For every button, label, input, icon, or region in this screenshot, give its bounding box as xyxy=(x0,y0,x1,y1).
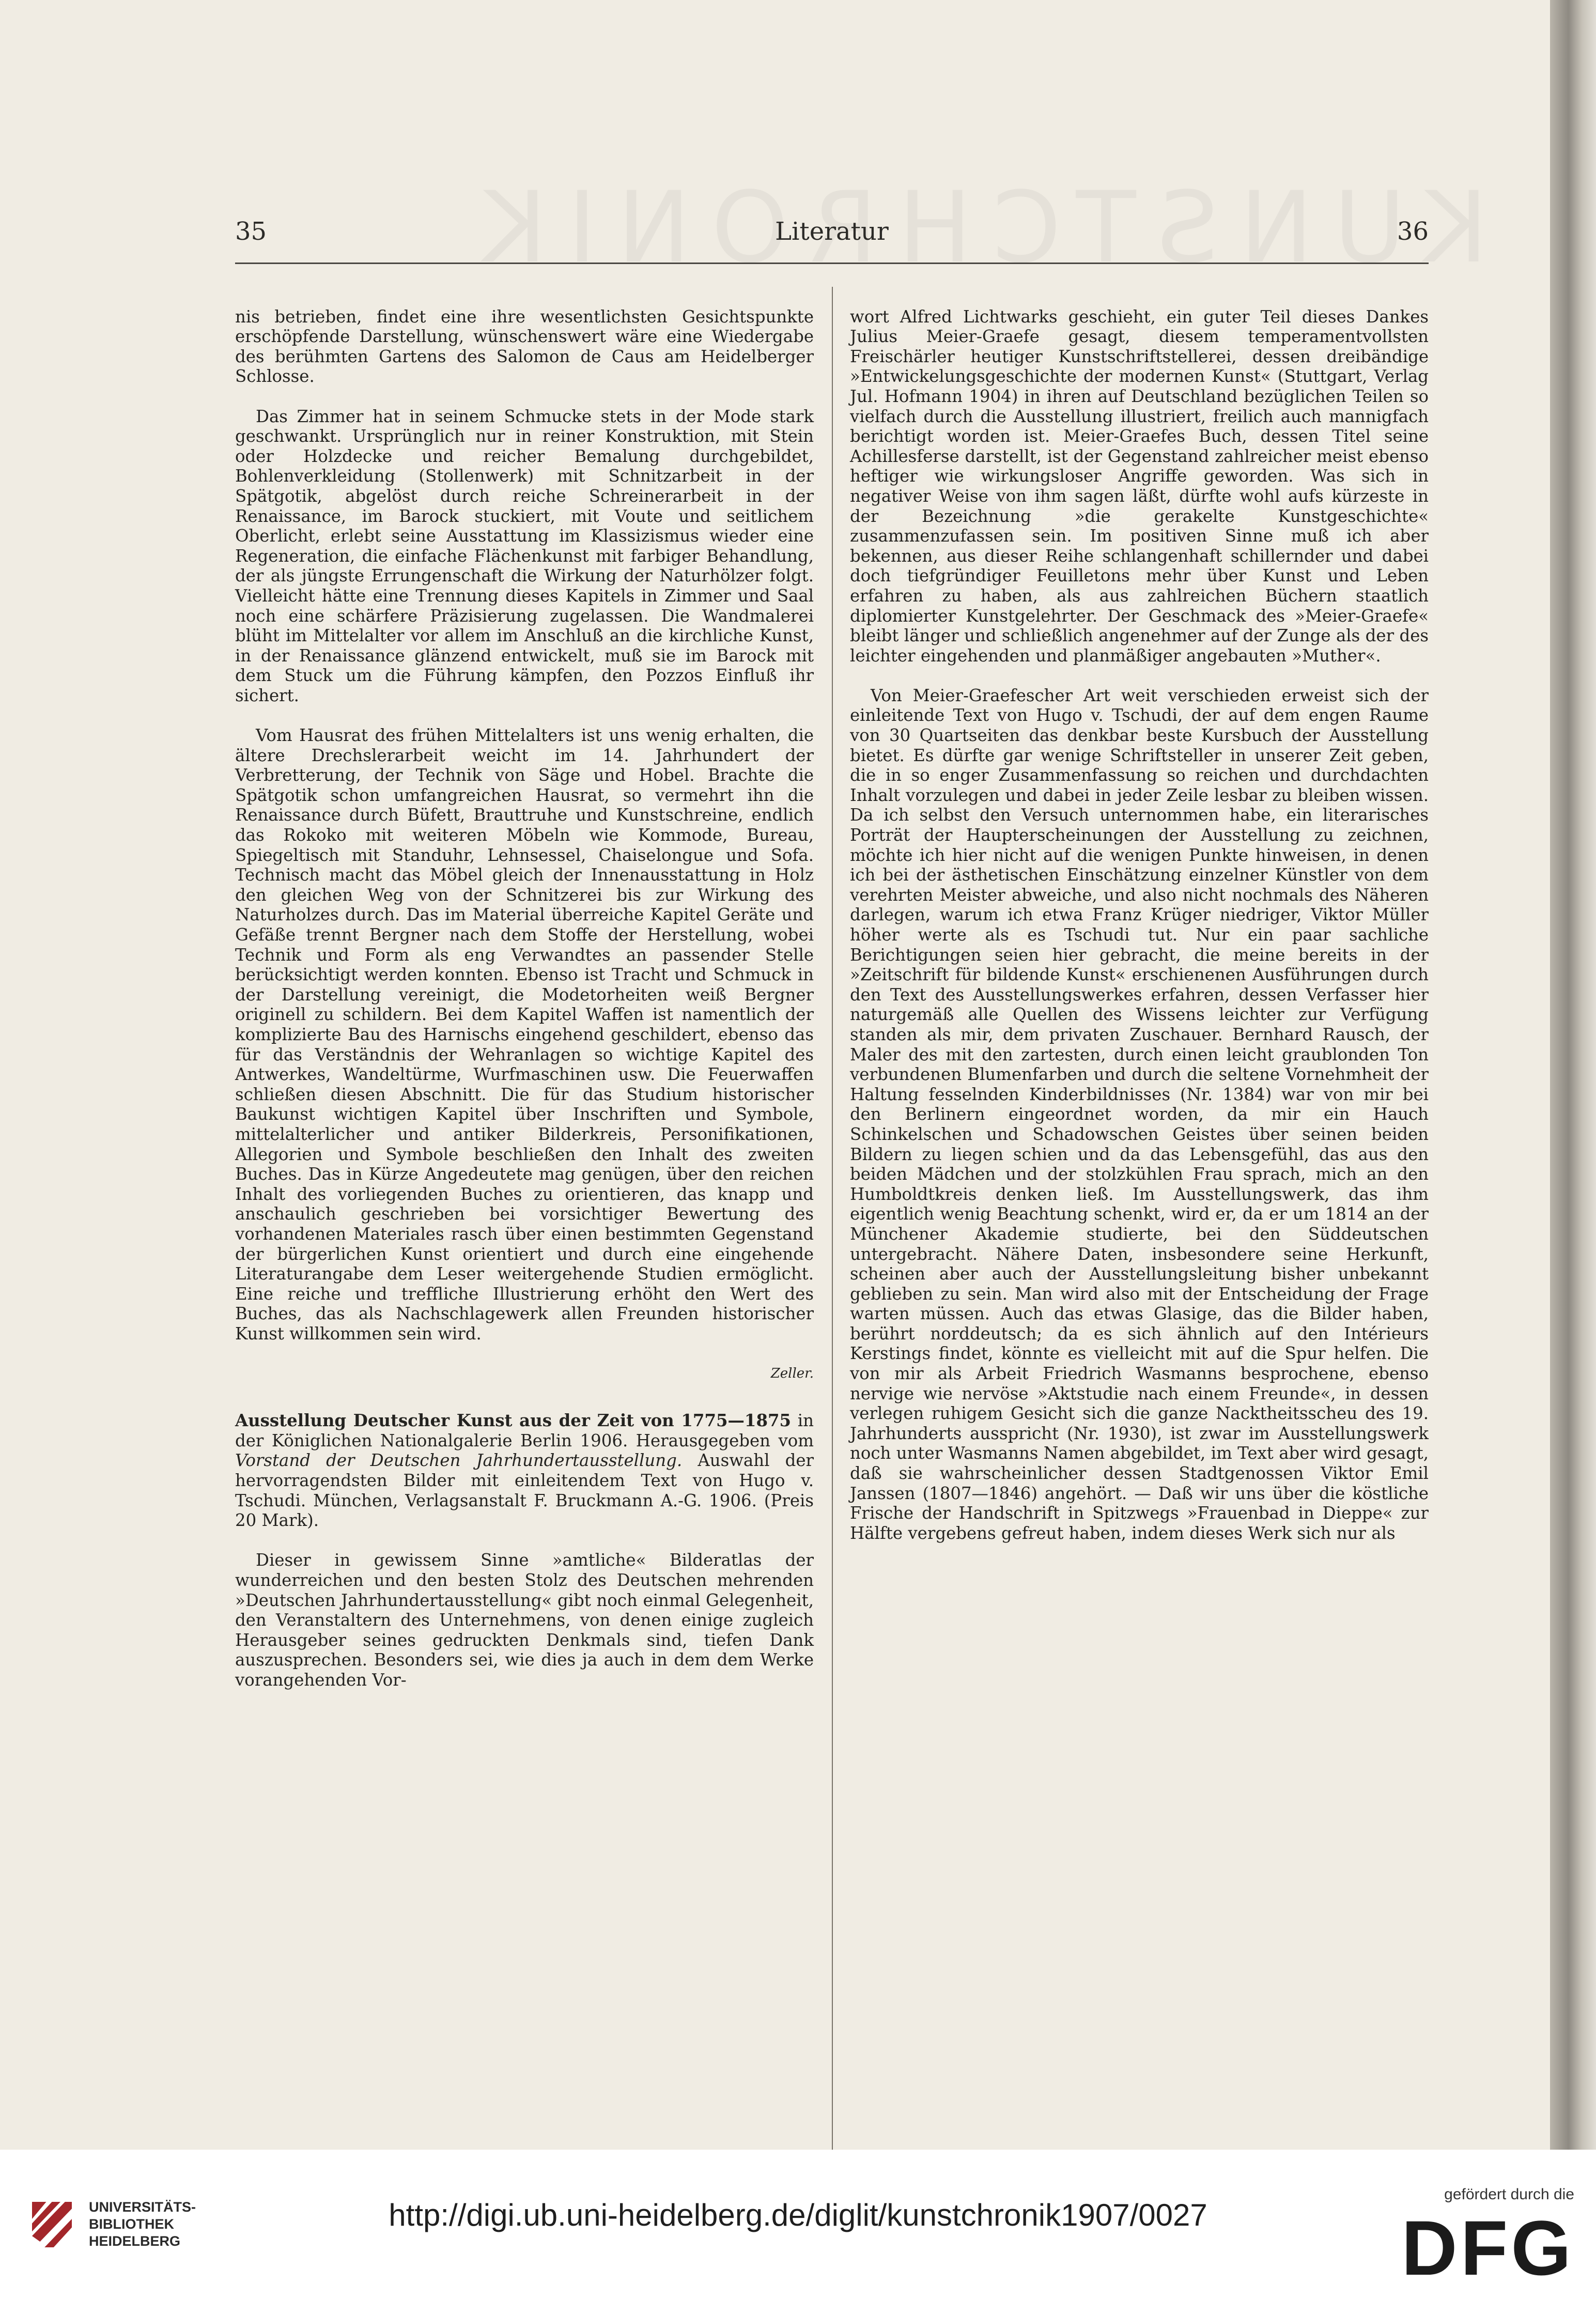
author-signature: Zeller. xyxy=(770,1366,814,1382)
header-rule xyxy=(235,263,1429,264)
article-ref-text: in der Königlichen Nationalgalerie Berlin 1906. Herausgegeben vom xyxy=(235,1411,814,1451)
section-title: Literatur xyxy=(775,217,889,246)
page-edge-shadow xyxy=(1550,0,1596,2150)
funding-caption: gefördert durch die xyxy=(1444,2186,1574,2203)
source-url-link[interactable]: http://digi.ub.uni-heidelberg.de/diglit/kunstchronik1907/0027 xyxy=(389,2198,1207,2232)
review-heading xyxy=(235,1411,814,1531)
dfg-logo: DFG xyxy=(1401,2204,1574,2291)
page-number-left: 35 xyxy=(235,217,267,246)
right-column xyxy=(850,287,1429,1563)
article-ref-text: Auswahl der hervorragendsten Bilder mit einleitendem Text von Hugo v. Tschudi. München, Verlagsanstalt F. Bruckmann A.-G. 1906. (Preis 20 Mark). xyxy=(235,1451,814,1531)
left-column xyxy=(235,287,814,1710)
library-name: UNIVERSITÄTS- BIBLIOTHEK HEIDELBERG xyxy=(89,2199,196,2249)
paragraph: Das Zimmer hat in seinem Schmucke stets in der Mode stark geschwankt. Ursprünglich nur in reiner Konstruktion, mit Stein oder Holzdecke und reicher Bemalung durchgebildet, Bohlenverkleidung (Stollenwerk) mit Schnitzarbeit in der Spätgotik, abgelöst durch reiche Schreinerarbeit in der Renaissance, im Barock stuckiert, mit Voute und seitlichem Oberlicht, erlebt seine Ausstattung im Klassizismus wieder eine Regeneration, die einfache Flächenkunst mit farbiger Behandlung, der als jüngste Errungenschaft die Wirkung der Naturhölzer folgt. Vielleicht hätte eine Trennung dieses Kapitels in Zimmer und Saal noch eine schärfere Präzisierung zugelassen. Die Wandmalerei blüht im Mittelalter vor allem im Anschluß an die kirchliche Kunst, in der Renaissance glänzend entwickelt, muß sie im Barock mit dem Stuck um die Führung kämpfen, den Pozzos Einfluß ihr sichert. xyxy=(235,406,814,705)
article-title: Ausstellung Deutscher Kunst aus der Zeit von 1775—1875 xyxy=(235,1411,792,1431)
running-header xyxy=(235,217,1429,258)
article-ref-italic: Vorstand der Deutschen Jahrhundertausstellung. xyxy=(235,1451,683,1471)
page-number-right: 36 xyxy=(1397,217,1429,246)
footer-bar xyxy=(0,2150,1596,2299)
paragraph: Dieser in gewissem Sinne »amtliche« Bilderatlas der wunderreichen und den besten Stolz des Deutschen mehrenden »Deutschen Jahrhundertausstellung« gibt noch einmal Gelegenheit, den Veranstaltern des Unternehmens, von denen einige zugleich Herausgeber seines gedruckten Denkmals sind, tiefen Dank auszusprechen. Besonders sei, wie dies ja auch in dem dem Werke vorangehenden Vor- xyxy=(235,1550,814,1690)
paragraph: Vom Hausrat des frühen Mittelalters ist uns wenig erhalten, die ältere Drechslerarbeit weicht im 14. Jahrhundert der Verbretterung, der Technik von Säge und Hobel. Brachte die Spätgotik schon umfangreichen Hausrat, so vermehrt ihn die Renaissance durch Büfett, Brauttruhe und Kunstschreine, endlich das Rokoko mit weiteren Möbeln wie Kommode, Bureau, Spiegeltisch mit Standuhr, Lehnsessel, Chaiselongue und Sofa. Technisch macht das Möbel gleich der Innenausstattung in Holz den gleichen Weg von der Schnitzerei bis zur Wirkung des Naturholzes durch. Das im Material überreiche Kapitel Geräte und Gefäße trennt Bergner nach dem Stoffe der Herstellung, wobei Technik und Form als eng Verwandtes an passender Stelle berücksichtigt werden konnten. Ebenso ist Tracht und Schmuck in der Darstellung vereinigt, die Modetorheiten weiß Bergner originell zu schildern. Bei dem Kapitel Waffen ist namentlich der komplizierte Bau des Harnischs eingehend geschildert, ebenso das für das Verständnis der Wehranlagen so wichtige Kapitel des Antwerkes, Wandeltürme, Wurfmaschinen usw. Die Feuerwaffen schließen diesen Abschnitt. Die für das Studium historischer Baukunst wichtigen Kapitel über Inschriften und Symbole, mittelalterlicher und antiker Bilderkreis, Personifikationen, Allegorien und Symbole beschließen den Inhalt des zweiten Buches. Das in Kürze Angedeutete mag genügen, über den reichen Inhalt des vorliegenden Buches zu orientieren, das knapp und anschaulich geschrieben bei vorsichtiger Bewertung des vorhandenen Materiales rasch über einen bestimmten Gegenstand der bürgerlichen Kunst orientiert und durch eine eingehende Literaturangabe dem Leser weitergehende Studien ermöglicht. Eine reiche und treffliche Illustrierung erhöht den Wert des Buches, das als Nachschlagewerk allen Freunden historischer Kunst willkommen sein wird. xyxy=(235,726,814,1344)
paragraph: Von Meier-Graefescher Art weit verschieden erweist sich der einleitende Text von Hugo v. Tschudi, der auf dem engen Raume von 30 Quartseiten das denkbar beste Kursbuch der Ausstellung bietet. Es dürfte gar wenige Schriftsteller in unserer Zeit geben, die in so enger Zusammenfassung so reichen und durchdachten Inhalt vorzulegen und dabei in jeder Zeile lesbar zu bleiben wissen. Da ich selbst den Versuch unternommen habe, ein literarisches Porträt der Haupterscheinungen der Ausstellung zu zeichnen, möchte ich hier nicht auf die wenigen Punkte hinweisen, in denen ich bei der ästhetischen Einschätzung einzelner Künstler von dem verehrten Meister abweiche, und also nicht nochmals des Näheren darlegen, warum ich etwa Franz Krüger niedriger, Viktor Müller höher werte als es Tschudi tut. Nur ein paar sachliche Berichtigungen seien hier gebracht, die meine bereits in der »Zeitschrift für bildende Kunst« erschienenen Ausführungen durch den Text des Ausstellungswerkes erfahren, dessen Verfasser hier naturgemäß alle Quellen des Wissens leichter zur Verfügung standen als mir, dem privaten Zuschauer. Bernhard Rausch, der Maler des mit den zartesten, durch einen leicht graublonden Ton verbundenen Blumenfarben und durch die seltene Vornehmheit der Haltung fesselnden Kinderbildnisses (Nr. 1384) war von mir bei den Berlinern eingeordnet worden, da mir ein Hauch Schinkelschen und Schadowschen Geistes über seinen beiden Bildern zu liegen schien und da das Lebensgefühl, das aus den beiden Mädchen und der stolzkühlen Frau sprach, mich an den Humboldtkreis denken ließ. Im Ausstellungswerk, das ihm eigentlich wenig Beachtung schenkt, wird er, da er um 1814 an der Münchener Akademie studierte, bei den Süddeutschen untergebracht. Nähere Daten, insbesondere seine Herkunft, scheinen aber auch der Ausstellungsleitung bisher unbekannt geblieben zu sein. Man wird also mit der Entscheidung der Frage warten müssen. Auch das etwas Glasige, das die Bilder haben, berührt norddeutsch; da es sich ähnlich auf den Intérieurs Kerstings findet, könnte es vielleicht mit auf die Spur helfen. Die von mir als Arbeit Friedrich Wasmanns besprochene, ebenso nervige wie nervöse »Aktstudie nach einem Freunde«, in dessen verlegen ruhigem Gesicht sich die ganze Nacktheitsscheu des 19. Jahrhunderts ausspricht (Nr. 1930), ist zwar im Ausstellungswerk noch unter Wasmanns Namen abgebildet, im Text aber wird gesagt, daß sie wahrscheinlicher dessen Stadtgenossen Viktor Emil Janssen (1807—1846) angehört. — Daß wir uns über die köstliche Frische der Handschrift in Spitzwegs »Frauenbad in Dieppe« zur Hälfte vergebens gefreut haben, indem dieses Werk sich nur als xyxy=(850,685,1429,1543)
column-divider xyxy=(832,287,833,2165)
paragraph: nis betrieben, findet eine ihre wesentlichsten Gesichtspunkte erschöpfende Darstellung, wünschenswert wäre eine Wiedergabe des berühmten Gartens des Salomon de Caus am Heidelberger Schlosse. xyxy=(235,306,814,387)
paragraph: wort Alfred Lichtwarks geschieht, ein guter Teil dieses Dankes Julius Meier-Graefe gesagt, diesem temperamentvollsten Freischärler heutiger Kunstschriftstellerei, dessen dreibändige »Entwickelungsgeschichte der modernen Kunst« (Stuttgart, Verlag Jul. Hofmann 1904) in ihren auf Deutschland bezüglichen Teilen so vielfach durch die Ausstellung illustriert, freilich auch mannigfach berichtigt worden ist. Meier-Graefes Buch, dessen Titel seine Achillesferse darstellt, ist der Gegenstand zahlreicher meist ebenso heftiger wie wirkungsloser Angriffe geworden. Was sich in negativer Weise von ihm sagen läßt, dürfte wohl aufs kürzeste in der Bezeichnung »die gerakelte Kunstgeschichte« zusammenzufassen sein. Im positiven Sinne muß ich aber bekennen, aus dieser Reihe schlangenhaft schillernder und dabei doch tiefgründiger Feuilletons mehr über Kunst und Leben erfahren zu haben, als aus zahlreichen Büchern staatlich diplomierter Kunstgelehrter. Der Geschmack des »Meier-Graefe« bleibt länger und schließlich angenehmer auf der Zunge als der des leichter eingehenden und planmäßiger angebauten »Muther«. xyxy=(850,306,1429,666)
